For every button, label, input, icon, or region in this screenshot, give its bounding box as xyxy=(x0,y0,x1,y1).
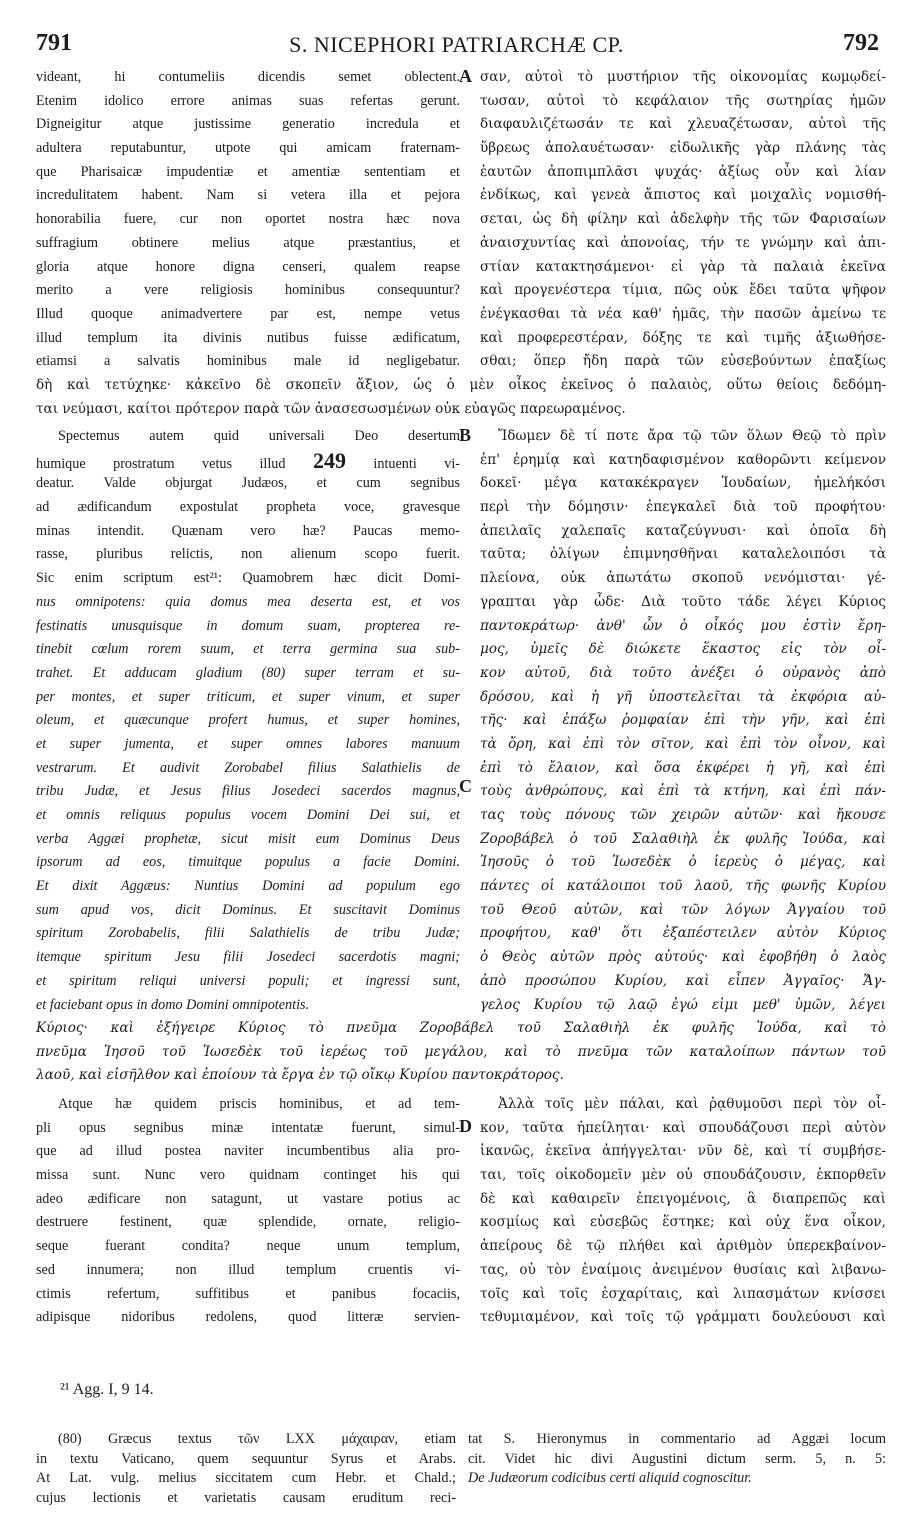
greek-column-b xyxy=(480,425,886,1017)
greek-line: ταῦτα; ὀλίγων ἐπιμνησθῆναι καταλελοιπόσι τὰ xyxy=(480,546,886,563)
greek-full-width-b xyxy=(36,1017,886,1088)
section-marker-c: C xyxy=(459,776,472,796)
greek-full-line: Κύριος· καὶ ἐξήγειρε Κύριος τὸ πνεῦμα Ζοροβάβελ τοῦ Σαλαθιὴλ ἐκ φυλῆς Ἰούδα, καὶ τὸ xyxy=(36,1020,886,1036)
greek-line: στίαν κατακτησάμενοι· εἰ γὰρ τὰ παλαιὰ ἐκεῖνα xyxy=(480,258,886,275)
latin-line: Etenim idolico errore animas suas refertas gerunt. xyxy=(36,92,460,109)
latin-line: minas intendit. Quænam vero hæ? Paucas memo- xyxy=(36,522,460,539)
latin-line: Spectemus autem quid universali Deo desertum xyxy=(58,428,460,444)
note-line: in textu Vaticano, quem sequuntur Syrus et Arabs. xyxy=(36,1450,456,1467)
column-number-249: 249 xyxy=(312,448,346,473)
greek-line: γραπται γὰρ ὧδε· Διὰ τοῦτο τάδε λέγει Κύριος xyxy=(480,593,886,610)
note-line: (80) Græcus textus τῶν LXX μάχαιραν, etiam xyxy=(58,1431,456,1447)
greek-line: ἐνέγκασθαι τὰ νέα καθ' ἡμᾶς, τὴν πασῶν ἀμείνω τε xyxy=(480,305,886,322)
latin-line: missa sunt. Nunc vero quidnam continget his qui xyxy=(36,1167,460,1184)
greek-line: παντοκράτωρ· ἀνθ' ὧν ὁ οἶκός μου ἐστὶν ἔρη- xyxy=(480,617,886,634)
greek-line: Ἀλλὰ τοῖς μὲν πάλαι, καὶ ῥᾳθυμοῦσι περὶ τὸν οἶ- xyxy=(498,1096,886,1112)
latin-line: sed innumera; non illud templum cruentis vi- xyxy=(36,1261,460,1278)
latin-line: adipisque nidoribus redolens, quod litteræ servien- xyxy=(36,1309,460,1326)
greek-line: σεται, ὡς δὴ φίλην καὶ ἀδελφὴν τῆς τῶν Φαρισαίων xyxy=(480,211,886,228)
latin-line: et super jumenta, et super omnes labores manuum xyxy=(36,735,460,752)
latin-line: que Pharisaicæ impudentiæ et amentiæ sententiam et xyxy=(36,163,460,180)
latin-line: tribu Judæ, et Jesus filius Josedeci sacerdos magnus, xyxy=(36,783,460,800)
greek-full-width-a xyxy=(36,374,886,421)
latin-line: sum apud vos, dicit Dominus. Et suscitavit Dominus xyxy=(36,901,460,918)
latin-line: et omnis reliquus populus vocem Domini Dei sui, et xyxy=(36,807,460,823)
running-header xyxy=(0,30,913,64)
greek-line: τὰ ὄρη, καὶ ἐπὶ τὸν σῖτον, καὶ ἐπὶ τὸν οἶνον, καὶ xyxy=(480,735,886,752)
greek-line: προφήτου, καθ' ὅτι ἐξαπέστειλεν αὐτὸν Κύριος xyxy=(480,925,886,942)
latin-text: intuenti vi- xyxy=(373,455,460,472)
greek-line: μος, ὑμεῖς δὲ διώκετε ἕκαστος εἰς τὸν οἶ- xyxy=(480,641,886,658)
latin-line: vestrarum. Et audivit Zorobabel filius Salathielis de xyxy=(36,759,460,776)
latin-line: verba Aggæi prophetæ, sicut misit eum Dominus Deus xyxy=(36,830,460,847)
latin-line: seque fuerant condita? neque unum templum, xyxy=(36,1238,460,1255)
latin-column-b xyxy=(36,425,460,1017)
greek-line: δοκεῖ· μέγα κατακέκραγεν Ἰουδαίων, ἠμελήκόσι xyxy=(480,475,886,492)
note-line: cujus lectionis et varietatis causam eruditum reci- xyxy=(36,1489,456,1506)
greek-line: σαν, αὐτοὶ τὸ μυστήριον τῆς οἰκονομίας κωμῳδεί- xyxy=(480,69,886,85)
latin-line: illud templum ita divinis nutibus fuisse ædificatum, xyxy=(36,329,460,346)
greek-column-d xyxy=(480,1093,886,1330)
latin-text: humique prostratum vetus illud xyxy=(36,455,286,472)
page-number-left: 791 xyxy=(36,30,72,56)
page-number-right: 792 xyxy=(843,30,879,56)
greek-line: ὁ Θεὸς αὐτῶν πρὸς αὐτούς· καὶ ἐφοβήθη ὁ λαὸς xyxy=(480,949,886,966)
greek-column-a xyxy=(480,66,886,374)
section-marker-d: D xyxy=(459,1116,472,1136)
latin-line: pli opus segnibus minæ intentatæ fuerunt, simul- xyxy=(36,1119,460,1136)
latin-line: trahet. Et adducam gladium (80) super terram et su- xyxy=(36,664,460,681)
greek-line: ἐπὶ τὸ ἔλαιον, καὶ ὅσα ἐκφέρει ἡ γῆ, καὶ ἐπὶ xyxy=(480,759,886,776)
latin-line: Illud quoque animadvertere par est, nempe vetus xyxy=(36,305,460,322)
latin-line: ad ædificandum expostulat propheta voce, gravesque xyxy=(36,499,460,516)
notes-left xyxy=(36,1430,456,1508)
greek-line: τας τοὺς πόνους τῶν χειρῶν αὐτῶν· καὶ ἤκουσε xyxy=(480,807,886,823)
latin-line: honorabilia fuere, cur non oportet nostra hæc nova xyxy=(36,211,460,228)
section-marker-b: B xyxy=(459,425,472,445)
latin-line: Et dixit Aggæus: Nuntius Domini ad populum ego xyxy=(36,878,460,895)
greek-line: Ἴδωμεν δὲ τί ποτε ἄρα τῷ τῶν ὅλων Θεῷ τὸ πρὶν xyxy=(498,428,886,444)
greek-line: ἐπ' ἐρημίᾳ καὶ κατηδαφισμένον καθορῶντι κείμενον xyxy=(480,451,886,468)
greek-line: Ἰησοῦς ὁ τοῦ Ἰωσεδὲκ ὁ ἱερεὺς ὁ μέγας, καὶ xyxy=(480,854,886,871)
greek-line: ἐνδίκως, καὶ γενεὰ ἄπιστος καὶ μοιχαλὶς νομισθή- xyxy=(480,187,886,204)
latin-column-d xyxy=(36,1093,460,1330)
greek-line: τωσαν, αὐτοὶ τὸ κεφάλαιον τῆς σωτηρίας ἡμῶν xyxy=(480,92,886,109)
greek-line: κον αὐτοῦ, διὰ τοῦτο ἀνέξει ὁ οὐρανὸς ἀπὸ xyxy=(480,664,886,681)
greek-line: ἑαυτῶν ἀποπιμπλᾶσι ψυχάς· ἀξίως οὖν καὶ λίαν xyxy=(480,163,886,180)
latin-line: itemque spiritum Jesu filii Josedeci sacerdotis magni; xyxy=(36,949,460,966)
running-title: S. NICEPHORI PATRIARCHÆ CP. xyxy=(289,32,624,57)
greek-line: τοῦ Θεοῦ αὐτῶν, καὶ τῶν λόγων Ἀγγαίου τοῦ xyxy=(480,901,886,918)
greek-line: ται, τοῖς οἰκοδομεῖν μὲν οὐ σπουδάζουσιν, ἐκπορθεῖν xyxy=(480,1167,886,1184)
greek-line: περὶ τὴν δόμησιν· ἐπεγκαλεῖ διὰ τοῦ προφήτου· xyxy=(480,499,886,516)
latin-line: destruere festinent, quæ splendide, ornate, religio- xyxy=(36,1214,460,1231)
latin-line: ipsorum ad eos, timuitque populus a facie Domini. xyxy=(36,854,460,871)
latin-line: spiritum Zorobabelis, filii Salathielis de tribu Judæ; xyxy=(36,925,460,942)
greek-line: διαφαυλιζέτωσάν τε καὶ χλευαζέτωσαν, αὐτοὶ τῆς xyxy=(480,116,886,133)
greek-line: δρόσου, καὶ ἡ γῆ ὑποστελεῖται τὰ ἐκφόρια αὐ- xyxy=(480,688,886,705)
greek-line: Ζοροβάβελ ὁ τοῦ Σαλαθιὴλ ἐκ φυλῆς Ἰούδα, καὶ xyxy=(480,830,886,847)
greek-full-line: πνεῦμα Ἰησοῦ τοῦ Ἰωσεδὲκ τοῦ ἱερέως τοῦ μεγάλου, καὶ τὸ πνεῦμα τῶν καταλοίπων πάντων τοῦ xyxy=(36,1043,886,1060)
greek-line: γελος Κυρίου τῷ λαῷ ἐγώ εἰμι μεθ' ὑμῶν, λέγει xyxy=(480,996,886,1013)
section-marker-a: A xyxy=(459,66,472,86)
greek-line: ἀπείρους δὲ τῷ πλήθει καὶ ἀριθμὸν ὑπερεκβαίνον- xyxy=(480,1238,886,1255)
greek-full-line: δὴ καὶ τετύχηκε· κἀκεῖνο δὲ σκοπεῖν ἄξιον, ὡς ὁ μὲν οἶκος ἐκεῖνος ὁ παλαιὸς, οὕτω θείοις δεδόμη- xyxy=(36,377,886,393)
latin-line: rasse, pluribus relictis, non alienum scopo fuerit. xyxy=(36,546,460,563)
latin-line: suffragium obtinere melius atque præstantius, et xyxy=(36,234,460,251)
greek-full-line: ται νεύμασι, καίτοι πρότερον παρὰ τῶν ἀνασεσωσμένων οὐκ εὐαγῶς παρεωραμένος. xyxy=(36,400,626,417)
latin-line: nus omnipotens: quia domus mea deserta est, et vos xyxy=(36,593,460,610)
greek-line: καὶ προφερεστέραν, δόξης τε καὶ τιμῆς ἀξιωθήσε- xyxy=(480,329,886,346)
latin-line: Atque hæ quidem priscis hominibus, et ad tem- xyxy=(58,1096,460,1112)
greek-line: ἱκανῶς, ἐκεῖνα ἀπήγγελται· νῦν δὲ, καὶ τί συμβήσε- xyxy=(480,1143,886,1160)
latin-line: Digneigitur atque justissime generatio incredula et xyxy=(36,116,460,133)
greek-line: κον, ταῦτα ἠπείληται· καὶ σπουδάζουσι περὶ αὐτὸν xyxy=(480,1119,886,1136)
greek-line: τῆς· καὶ ἐπάξω ῥομφαίαν ἐπὶ τὴν γῆν, καὶ ἐπὶ xyxy=(480,712,886,729)
latin-line: merito a vere religiosis hominibus consequuntur? xyxy=(36,282,460,299)
greek-line: τας, οὐ τὸν ἐναίμοις ἀνειμένον θυσίαις καὶ λιβανω- xyxy=(480,1261,886,1278)
greek-line: πάντες οἱ κατάλοιποι τοῦ λαοῦ, τῆς φωνῆς Κυρίου xyxy=(480,878,886,895)
note-line: tat S. Hieronymus in commentario ad Aggæi locum xyxy=(468,1431,886,1447)
note-line: cit. Videt hic divi Augustini dictum serm. 5, n. 5: xyxy=(468,1450,886,1467)
note-line: De Judæorum codicibus certi aliquid cognoscitur. xyxy=(468,1470,752,1486)
latin-line: festinatis unusquisque in domum suam, propterea re- xyxy=(36,617,460,634)
greek-line: τοὺς ἀνθρώπους, καὶ ἐπὶ τὰ κτήνη, καὶ ἐπὶ πάν- xyxy=(480,783,886,800)
greek-line: καὶ προγενέστερα τίμια, πῶς οὐκ ἔδει ταῦτα ψῆφον xyxy=(480,282,886,299)
greek-line: ἀπὸ προσώπου Κυρίου, καὶ εἶπεν Ἀγγαῖος· Ἄγ- xyxy=(480,972,886,989)
latin-line: et spiritum reliqui universi populi; et ingressi sunt, xyxy=(36,972,460,989)
latin-line-with-number xyxy=(36,449,460,473)
greek-line: τοῖς καὶ τοῖς ἐσχαρίταις, καὶ λιπασμάτων κνίσσει xyxy=(480,1285,886,1302)
latin-line: videant, hi contumeliis dicendis semet oblectent. xyxy=(36,69,460,85)
latin-line: adeo ædificare non satagunt, ut vastare potius ac xyxy=(36,1190,460,1207)
latin-line: adultera reputabuntur, utpote qui amicam fraternam- xyxy=(36,140,460,157)
latin-line: per montes, et super triticum, et super vinum, et super xyxy=(36,688,460,705)
greek-full-line: λαοῦ, καὶ εἰσῆλθον καὶ ἐποίουν τὰ ἔργα ἐν τῷ οἴκῳ Κυρίου παντοκράτορος. xyxy=(36,1067,564,1084)
latin-line: deatur. Valde objurgat Judæos, et cum segnibus xyxy=(36,475,460,492)
latin-line: oleum, et quæcunque profert humus, et super homines, xyxy=(36,712,460,729)
greek-line: ὕβρεως ἀπολαυέτωσαν· εἰδωλικῆς γὰρ πλάνης τὰς xyxy=(480,140,886,157)
latin-line: ctimis refertum, suffitibus et panibus focaciis, xyxy=(36,1285,460,1302)
note-line: At Lat. vulg. melius siccitatem cum Hebr. et Chald.; xyxy=(36,1470,456,1486)
latin-line: et faciebant opus in domo Domini omnipotentis. xyxy=(36,996,310,1013)
latin-line: incredulitatem habent. Nam si vetera illa et pejora xyxy=(36,187,460,204)
greek-line: ἀπειλαῖς χαλεπαῖς καταζεύγνυσι· καὶ ὁποῖα δὴ xyxy=(480,522,886,539)
latin-line: etiamsi a salvatis hominibus male id negligebatur. xyxy=(36,353,460,370)
greek-line: τεθυμιαμένον, καὶ τοῖς τῷ γράμματι δουλεύουσι καὶ xyxy=(480,1309,886,1326)
footnote-reference: ²¹ Agg. I, 9 14. xyxy=(60,1381,154,1398)
notes-right xyxy=(468,1430,886,1489)
greek-line: κοσμίως καὶ εὐσεβῶς ἕστηκε; καὶ οὐχ ἕνα οἶκον, xyxy=(480,1214,886,1231)
greek-line: ἀναισχυντίας καὶ ἀπονοίας, τήν τε γνώμην καὶ ἀπι- xyxy=(480,234,886,251)
greek-line: δὲ καὶ καθαιρεῖν ἐπειγομένοις, ἃ διαπρεπῶς καὶ xyxy=(480,1190,886,1207)
latin-column-a xyxy=(36,66,460,374)
latin-line: gloria atque honore digna censeri, qualem reapse xyxy=(36,258,460,275)
latin-line: Sic enim scriptum est²¹: Quamobrem hæc dicit Domi- xyxy=(36,570,460,587)
greek-line: σθαι; ὅπερ ἤδη παρὰ τῶν εὐσεβούντων ἐπαξίως xyxy=(480,353,886,370)
greek-line: πλείονα, οὐκ ἀπωτάτω σκοποῦ νενόμισται· γέ- xyxy=(480,570,886,587)
latin-line: que ad illud postea naviter incumbentibus alia pro- xyxy=(36,1143,460,1160)
latin-line: tinebit cœlum rorem suum, et terra germina sua sub- xyxy=(36,641,460,658)
